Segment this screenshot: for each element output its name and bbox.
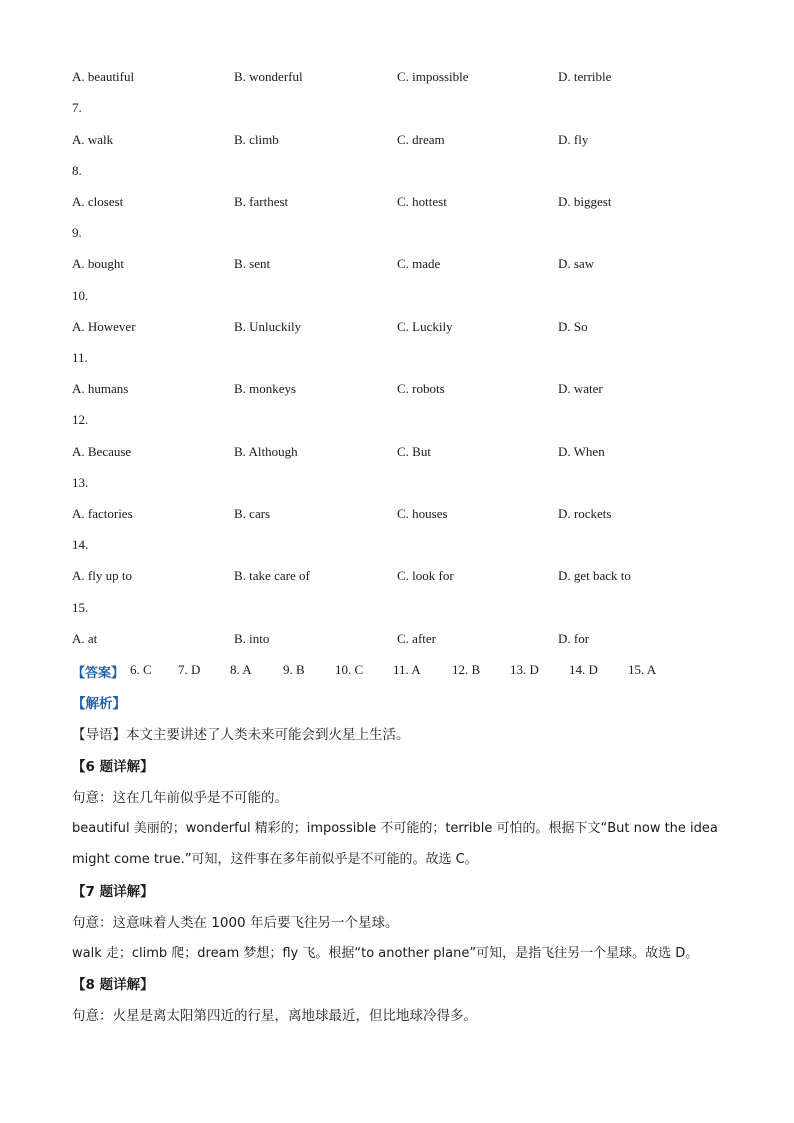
option-a: A. fly up to [72, 568, 132, 583]
option-b: B. cars [234, 506, 271, 521]
option-c: C. hottest [397, 194, 447, 209]
option-a: A. bought [72, 256, 124, 271]
option-b: B. wonderful [234, 69, 303, 84]
q7-heading: 【7 题详解】 [72, 884, 154, 900]
option-c: C. impossible [397, 69, 469, 84]
question-12-options [72, 444, 752, 464]
analysis-tag: 【解析】 [72, 696, 126, 712]
option-a: A. factories [72, 506, 133, 521]
option-c: C. But [397, 444, 431, 459]
option-b: B. Unluckily [234, 319, 302, 334]
option-a: A. at [72, 631, 98, 646]
q8-heading: 【8 题详解】 [72, 977, 154, 993]
guide-text: 【导语】本文主要讲述了人类未来可能会到火星上生活。 [72, 727, 410, 743]
question-7-options [72, 132, 752, 152]
option-c: C. after [397, 631, 436, 646]
option-c: C. dream [397, 132, 445, 147]
question-10-options [72, 319, 752, 339]
option-d: D. get back to [558, 568, 631, 583]
answer-item: 8. A [230, 662, 252, 677]
option-d: D. fly [558, 132, 589, 147]
answer-tag: 【答案】 [72, 666, 125, 681]
q7-meaning: 句意：这意味着人类在 1000 年后要飞往另一个星球。 [72, 915, 399, 931]
answer-key [72, 662, 752, 682]
answer-item: 6. C [130, 662, 152, 677]
option-d: D. for [558, 631, 590, 646]
option-b: B. farthest [234, 194, 289, 209]
answer-item: 9. B [283, 662, 305, 677]
question-6-options [72, 69, 752, 89]
option-a: A. walk [72, 132, 114, 147]
option-a: A. humans [72, 381, 129, 396]
question-13-options [72, 506, 752, 526]
question-number: 8. [72, 163, 82, 178]
option-d: D. terrible [558, 69, 612, 84]
option-a: A. closest [72, 194, 124, 209]
question-15-options [72, 631, 752, 651]
option-c: C. robots [397, 381, 445, 396]
q7-explanation: walk 走；climb 爬；dream 梦想；fly 飞。根据“to another plane”可知，是指飞往另一个星球。故选 D。 [72, 946, 699, 961]
option-a: A. Because [72, 444, 132, 459]
q6-explanation-line1: beautiful 美丽的；wonderful 精彩的；impossible 不可能的；terrible 可怕的。根据下文“But now the idea [72, 821, 718, 836]
answer-item: 10. C [335, 662, 364, 677]
option-d: D. biggest [558, 194, 612, 209]
option-d: D. saw [558, 256, 595, 271]
q6-meaning: 句意：这在几年前似乎是不可能的。 [72, 790, 288, 806]
option-c: C. houses [397, 506, 448, 521]
answer-item: 7. D [178, 662, 201, 677]
option-a: A. beautiful [72, 69, 135, 84]
question-14-options [72, 568, 752, 588]
option-b: B. sent [234, 256, 271, 271]
answer-item: 14. D [569, 662, 598, 677]
q8-meaning: 句意：火星是离太阳第四近的行星，离地球最近，但比地球冷得多。 [72, 1008, 477, 1024]
option-c: C. made [397, 256, 441, 271]
option-d: D. rockets [558, 506, 612, 521]
option-d: D. When [558, 444, 605, 459]
question-number: 13. [72, 475, 89, 490]
answer-item: 15. A [628, 662, 657, 677]
option-d: D. So [558, 319, 588, 334]
option-b: B. Although [234, 444, 298, 459]
q6-heading: 【6 题详解】 [72, 759, 154, 775]
option-c: C. Luckily [397, 319, 453, 334]
question-number: 9. [72, 225, 82, 240]
question-number: 14. [72, 537, 89, 552]
question-number: 15. [72, 600, 89, 615]
option-b: B. monkeys [234, 381, 297, 396]
answer-item: 13. D [510, 662, 539, 677]
option-a: A. However [72, 319, 136, 334]
question-number: 12. [72, 412, 89, 427]
option-d: D. water [558, 381, 603, 396]
question-11-options [72, 381, 752, 401]
option-b: B. climb [234, 132, 279, 147]
question-number: 11. [72, 350, 88, 365]
answer-item: 11. A [393, 662, 421, 677]
option-b: B. into [234, 631, 270, 646]
question-number: 7. [72, 100, 82, 115]
question-8-options [72, 194, 752, 214]
question-number: 10. [72, 288, 89, 303]
question-9-options [72, 256, 752, 276]
q6-explanation-line2: might come true.”可知，这件事在多年前似乎是不可能的。故选 C。 [72, 852, 478, 867]
option-b: B. take care of [234, 568, 310, 583]
option-c: C. look for [397, 568, 454, 583]
answer-item: 12. B [452, 662, 481, 677]
